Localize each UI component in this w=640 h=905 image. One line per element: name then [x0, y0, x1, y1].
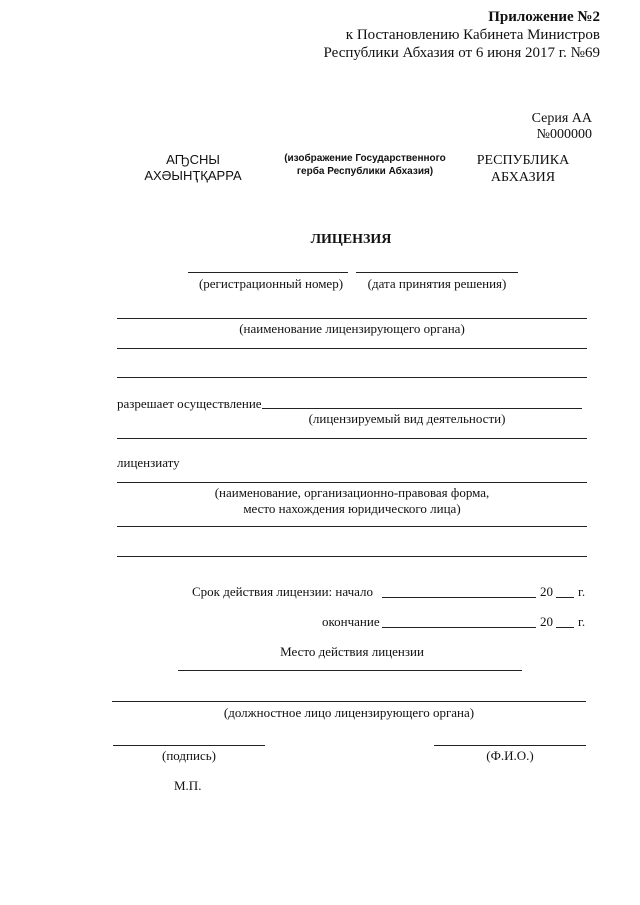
reg-number-line	[188, 272, 348, 273]
validity-end-year-suffix: г.	[578, 614, 586, 629]
appendix-line-2: Республики Абхазия от 6 июня 2017 г. №69	[323, 45, 600, 61]
licensee-info-caption-line-2: место нахождения юридического лица)	[243, 501, 461, 516]
coat-of-arms-line-2: герба Республики Абхазия)	[296, 166, 434, 177]
validity-start-year-prefix: 20	[540, 584, 553, 599]
activity-line-1	[262, 408, 582, 409]
decision-date-caption: (дата принятия решения)	[367, 276, 507, 291]
series-label: Серия АА	[531, 111, 592, 126]
coat-of-arms-line-1: (изображение Государственного	[284, 153, 446, 164]
full-name-line	[434, 745, 586, 746]
validity-start-year-suffix: г.	[578, 584, 586, 599]
appendix-line-1: к Постановлению Кабинета Министров	[345, 27, 600, 43]
document-title: ЛИЦЕНЗИЯ	[310, 232, 392, 247]
appendix-title: Приложение №2	[488, 9, 600, 25]
licensing-body-line-2	[117, 348, 587, 349]
series-number: №000000	[536, 127, 592, 142]
state-name-abkhaz-line-1: АҦСНЫ	[166, 152, 220, 167]
licensing-body-caption: (наименование лицензирующего органа)	[239, 321, 465, 336]
place-label: Место действия лицензии	[280, 644, 424, 659]
reg-number-caption: (регистрационный номер)	[198, 276, 344, 291]
licensee-line-2	[117, 526, 587, 527]
licensee-line-3	[117, 556, 587, 557]
official-caption: (должностное лицо лицензирующего органа)	[223, 705, 475, 720]
state-name-russian	[468, 152, 578, 186]
state-name-abkhaz-line-2: АХӘЫНҬҚАРРА	[144, 168, 242, 183]
licensing-body-line-1	[117, 318, 587, 319]
coat-of-arms-placeholder	[270, 152, 460, 178]
validity-end-year-prefix: 20	[540, 614, 553, 629]
validity-start-date-line	[382, 597, 536, 598]
licensee-label: лицензиату	[117, 455, 180, 470]
validity-end-year-line	[556, 627, 574, 628]
activity-line-2	[117, 438, 587, 439]
place-line	[178, 670, 522, 671]
licensing-body-line-3	[117, 377, 587, 378]
validity-start-year-line	[556, 597, 574, 598]
permits-label: разрешает осуществление	[117, 396, 262, 411]
validity-end-label: окончание	[322, 614, 380, 629]
state-name-abkhaz	[128, 152, 258, 184]
state-name-russian-line-1: РЕСПУБЛИКА	[476, 153, 570, 168]
signature-caption: (подпись)	[162, 748, 216, 763]
licensee-info-caption	[117, 485, 587, 517]
full-name-caption: (Ф.И.О.)	[486, 748, 534, 763]
activity-caption: (лицензируемый вид деятельности)	[308, 411, 506, 426]
signature-line	[113, 745, 265, 746]
licensee-line-1	[117, 482, 587, 483]
state-name-russian-line-2: АБХАЗИЯ	[490, 170, 556, 185]
stamp-label: М.П.	[174, 778, 202, 793]
licensee-info-caption-line-1: (наименование, организационно-правовая форма,	[214, 485, 490, 500]
official-line	[112, 701, 586, 702]
validity-start-label: Срок действия лицензии: начало	[192, 584, 374, 599]
decision-date-line	[356, 272, 518, 273]
validity-end-date-line	[382, 627, 536, 628]
